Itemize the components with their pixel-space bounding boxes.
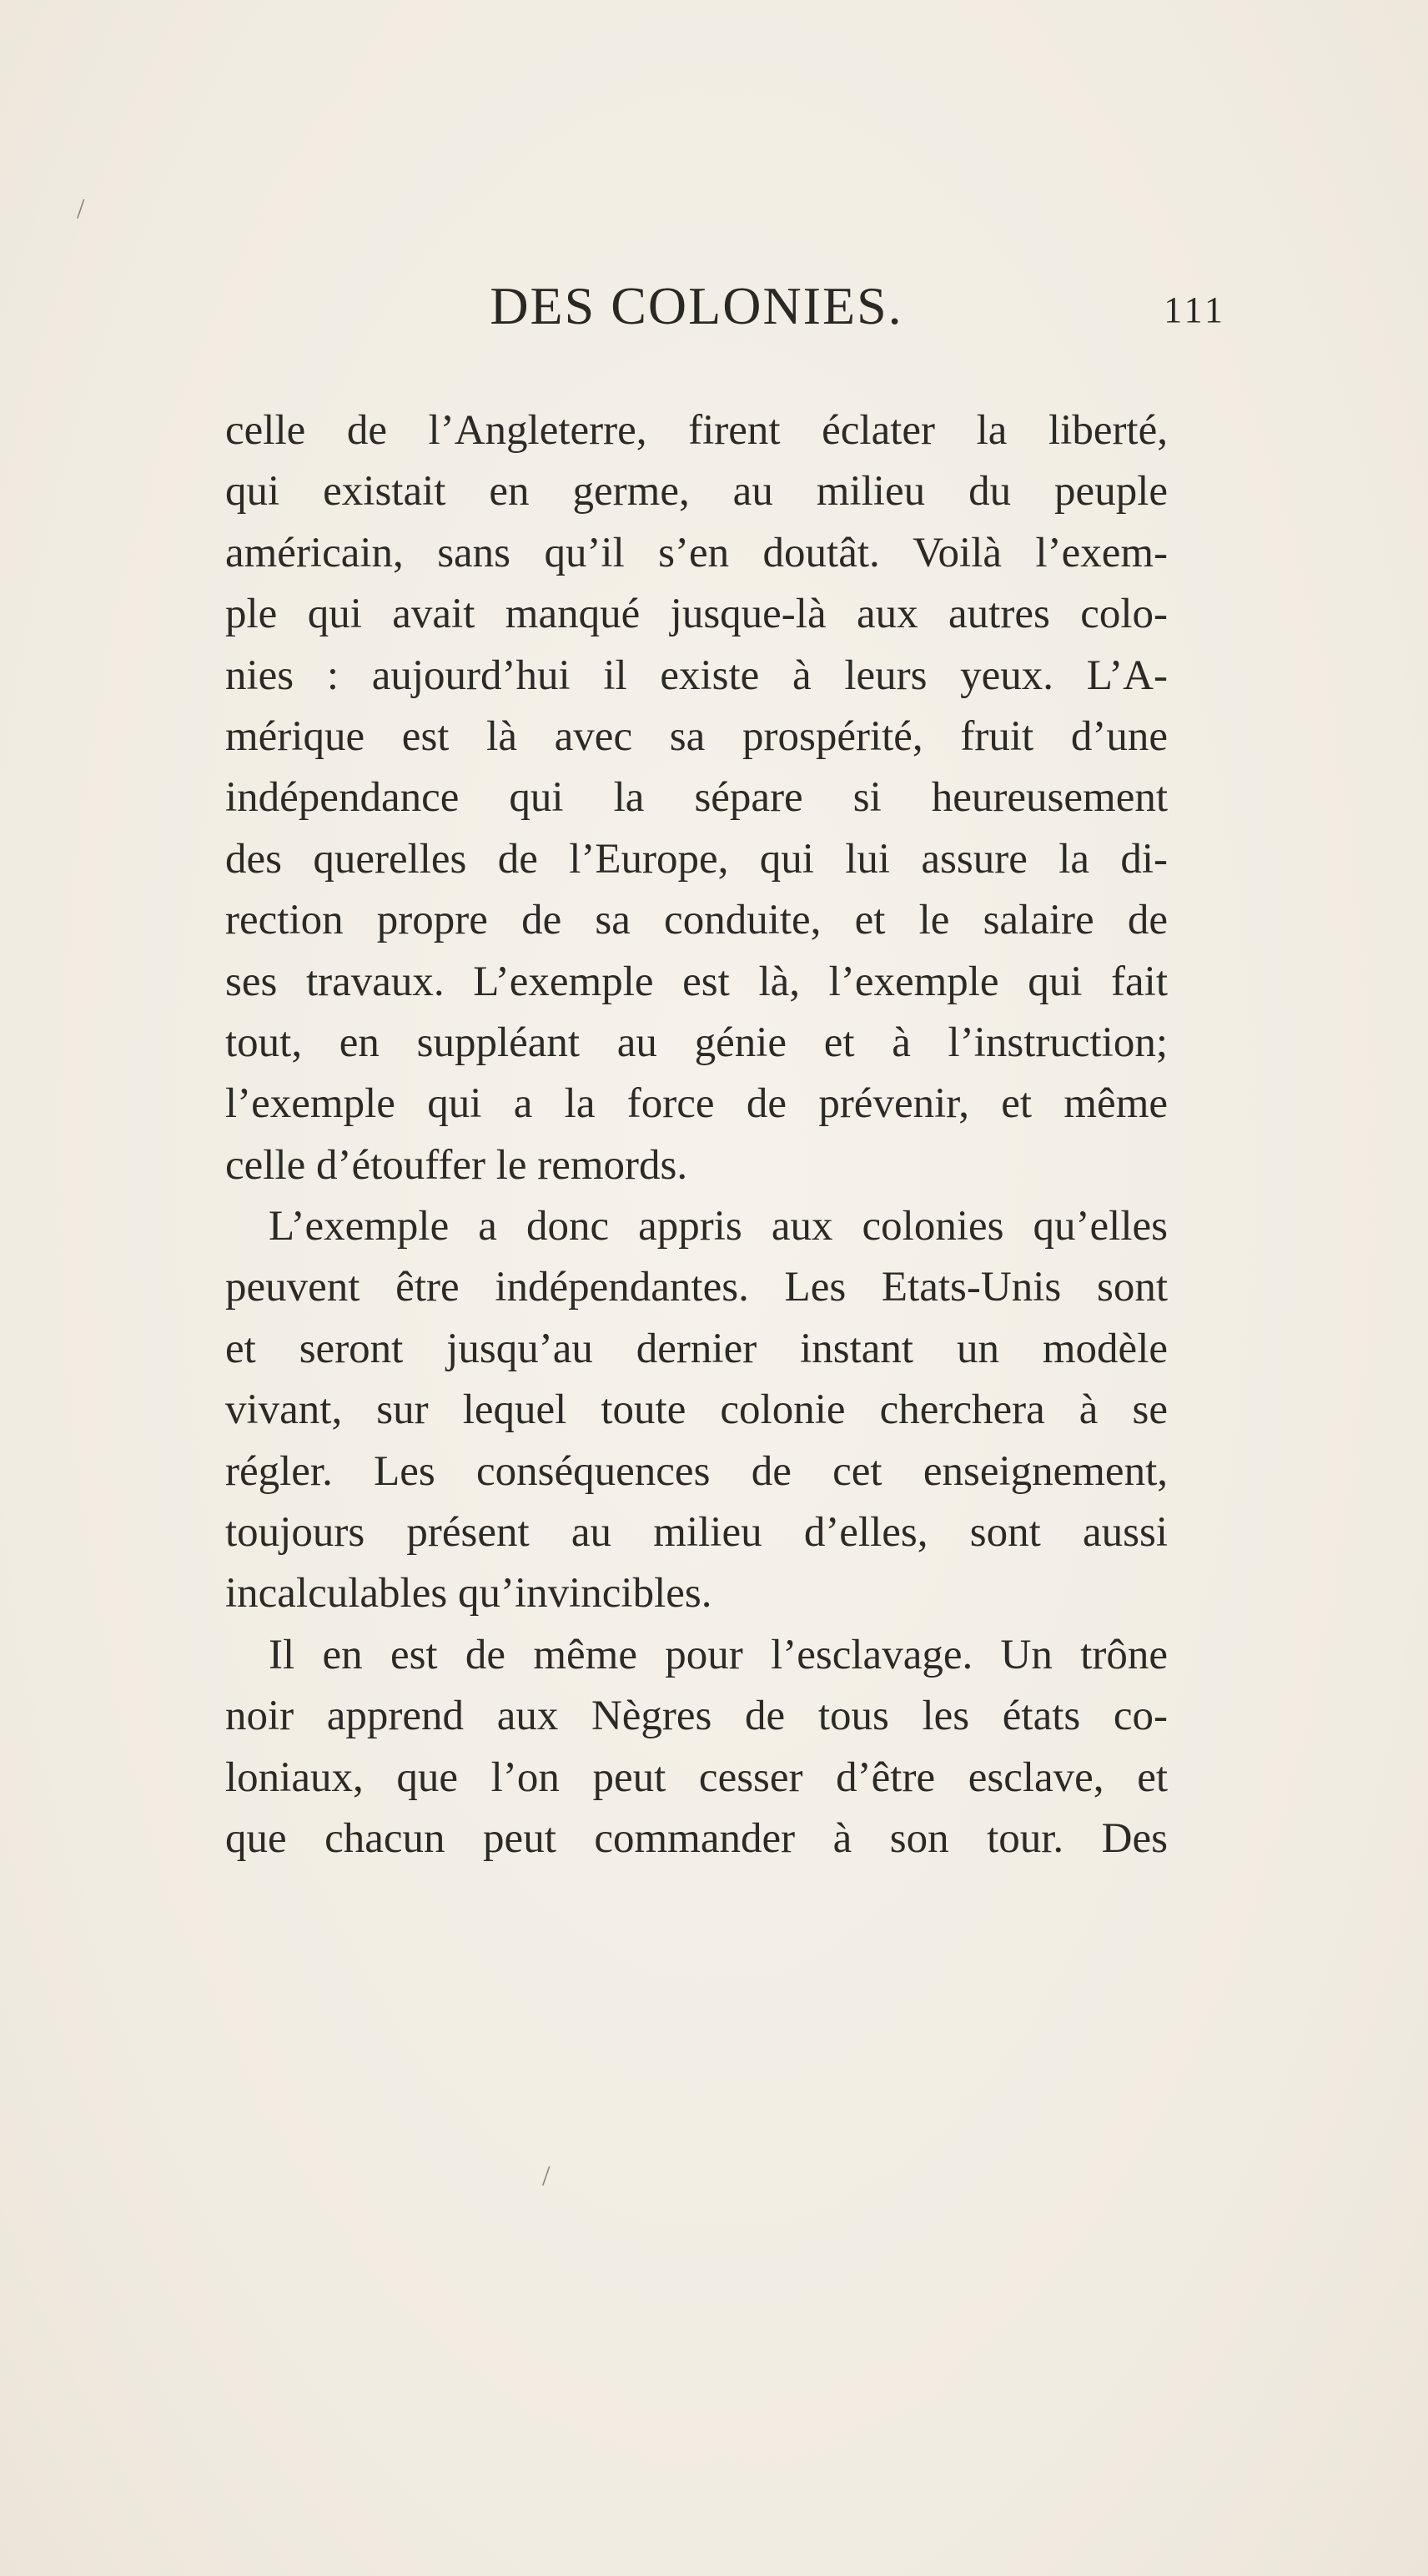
text-line: noir apprend aux Nègres de tous les états co- <box>225 1693 1168 1740</box>
text-line: régler. Les conséquences de cet enseignement, <box>225 1447 1168 1495</box>
text-line: vivant, sur lequel toute colonie cherchera à se <box>225 1386 1168 1434</box>
body-text <box>225 400 1168 1869</box>
text-line: des querelles de l’Europe, qui lui assure la di- <box>225 835 1168 883</box>
text-line: incalculables qu’invincibles. <box>225 1570 712 1618</box>
text-line: américain, sans qu’il s’en doutât. Voilà l’exem- <box>225 529 1168 576</box>
text-line: loniaux, que l’on peut cesser d’être esclave, et <box>225 1753 1168 1801</box>
text-line: celle de l’Angleterre, firent éclater la liberté, <box>225 407 1168 454</box>
text-line: l’exemple qui a la force de prévenir, et même <box>225 1080 1168 1128</box>
text-line: ses travaux. L’exemple est là, l’exemple qui fait <box>225 958 1168 1005</box>
text-line: ple qui avait manqué jusque-là aux autres colo- <box>225 591 1168 638</box>
text-line: que chacun peut commander à son tour. Des <box>225 1814 1168 1862</box>
text-line: tout, en suppléant au génie et à l’instruction; <box>225 1019 1168 1066</box>
text-line: et seront jusqu’au dernier instant un modèle <box>225 1325 1168 1372</box>
page-header <box>167 275 1226 350</box>
text-line: peuvent être indépendantes. Les Etats-Unis sont <box>225 1264 1168 1311</box>
text-line: toujours présent au milieu d’elles, sont aussi <box>225 1509 1168 1557</box>
text-line: mérique est là avec sa prospérité, fruit d’une <box>225 712 1168 760</box>
text-line: celle d’étouffer le remords. <box>225 1141 688 1189</box>
text-line: rection propre de sa conduite, et le salaire de <box>225 897 1168 944</box>
text-line: nies : aujourd’hui il existe à leurs yeux. L’A- <box>225 652 1168 699</box>
page-mark: / <box>542 2161 551 2191</box>
text-line: L’exemple a donc appris aux colonies qu’elles <box>269 1203 1168 1250</box>
page-number: 111 <box>1164 289 1226 330</box>
text-line: qui existait en germe, au milieu du peuple <box>225 468 1168 516</box>
text-line: Il en est de même pour l’esclavage. Un trône <box>269 1631 1168 1678</box>
text-line: indépendance qui la sépare si heureusement <box>225 774 1168 822</box>
running-title: DES COLONIES. <box>490 276 903 335</box>
page-mark: / <box>77 194 85 224</box>
